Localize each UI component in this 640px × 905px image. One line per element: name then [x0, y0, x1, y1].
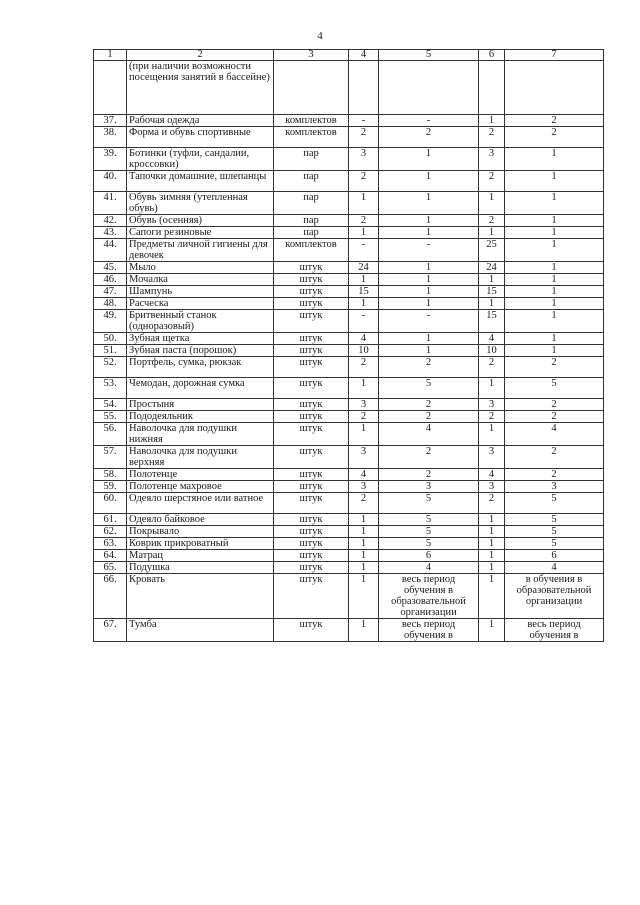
table-row	[94, 333, 604, 345]
quantity-cell: 1	[479, 538, 505, 550]
quantity-cell: 1	[349, 192, 379, 215]
row-number: 58.	[94, 469, 127, 481]
quantity-cell: 3	[479, 481, 505, 493]
quantity-cell: 1	[479, 550, 505, 562]
period-cell: 1	[505, 227, 604, 239]
period-cell: -	[379, 239, 479, 262]
item-name: Наволочка для подушки верхняя	[127, 446, 274, 469]
quantity-cell: 2	[479, 215, 505, 227]
item-name: Сапоги резиновые	[127, 227, 274, 239]
quantity-cell: 1	[479, 423, 505, 446]
period-cell: весь период обучения в образовательной организации	[379, 574, 479, 619]
quantity-cell: 25	[479, 239, 505, 262]
quantity-cell: 4	[479, 469, 505, 481]
period-cell: 1	[379, 333, 479, 345]
period-cell: 1	[379, 215, 479, 227]
quantity-cell: 10	[479, 345, 505, 357]
row-number: 63.	[94, 538, 127, 550]
unit-of-measure: штук	[274, 286, 349, 298]
item-name: Пододеяльник	[127, 411, 274, 423]
row-number	[94, 61, 127, 115]
unit-of-measure: штук	[274, 514, 349, 526]
unit-of-measure: штук	[274, 378, 349, 399]
unit-of-measure: штук	[274, 538, 349, 550]
table-row	[94, 227, 604, 239]
item-name: Зубная паста (порошок)	[127, 345, 274, 357]
row-number: 37.	[94, 115, 127, 127]
period-cell: 1	[505, 171, 604, 192]
quantity-cell: 1	[479, 192, 505, 215]
period-cell: 1	[379, 298, 479, 310]
table-row	[94, 493, 604, 514]
row-number: 40.	[94, 171, 127, 192]
quantity-cell: 15	[479, 286, 505, 298]
table-row	[94, 481, 604, 493]
period-cell: 5	[379, 526, 479, 538]
quantity-cell: 1	[349, 514, 379, 526]
quantity-cell: -	[349, 310, 379, 333]
page-number: 4	[317, 30, 323, 42]
table-row	[94, 619, 604, 642]
period-cell: в обучения в образовательной организации	[505, 574, 604, 619]
column-number: 1	[94, 50, 127, 61]
item-name: Бритвенный станок (одноразовый)	[127, 310, 274, 333]
table-row	[94, 357, 604, 378]
quantity-cell: -	[349, 239, 379, 262]
period-cell: 5	[379, 538, 479, 550]
period-cell: 1	[505, 239, 604, 262]
period-cell: 1	[505, 262, 604, 274]
table-row	[94, 298, 604, 310]
quantity-cell: 1	[349, 574, 379, 619]
table-row	[94, 574, 604, 619]
item-name: Портфель, сумка, рюкзак	[127, 357, 274, 378]
quantity-cell: 1	[479, 526, 505, 538]
period-cell: 1	[505, 148, 604, 171]
quantity-cell: 1	[479, 574, 505, 619]
quantity-cell: 1	[479, 274, 505, 286]
row-number: 52.	[94, 357, 127, 378]
quantity-cell: 2	[479, 171, 505, 192]
period-cell: весь период обучения в	[505, 619, 604, 642]
quantity-cell: 1	[479, 298, 505, 310]
period-cell: 2	[505, 115, 604, 127]
period-cell: -	[379, 115, 479, 127]
item-name: Коврик прикроватный	[127, 538, 274, 550]
period-cell: 1	[505, 298, 604, 310]
period-cell: 2	[379, 399, 479, 411]
item-name: Предметы личной гигиены для девочек	[127, 239, 274, 262]
column-number: 3	[274, 50, 349, 61]
quantity-cell: 1	[479, 378, 505, 399]
row-number: 41.	[94, 192, 127, 215]
row-number: 49.	[94, 310, 127, 333]
table-row	[94, 378, 604, 399]
item-name: Рабочая одежда	[127, 115, 274, 127]
row-number: 57.	[94, 446, 127, 469]
item-name: Зубная щетка	[127, 333, 274, 345]
quantity-cell: -	[349, 115, 379, 127]
quantity-cell: 1	[479, 562, 505, 574]
item-name: Наволочка для подушки нижняя	[127, 423, 274, 446]
period-cell: 6	[379, 550, 479, 562]
item-name: Одеяло байковое	[127, 514, 274, 526]
period-cell: 1	[505, 345, 604, 357]
item-name: Обувь (осенняя)	[127, 215, 274, 227]
unit-of-measure: штук	[274, 446, 349, 469]
row-number: 51.	[94, 345, 127, 357]
item-name: Матрац	[127, 550, 274, 562]
quantity-cell: 1	[349, 274, 379, 286]
quantity-cell: 2	[479, 493, 505, 514]
quantity-cell: 4	[349, 333, 379, 345]
table-row	[94, 514, 604, 526]
period-cell: 6	[505, 550, 604, 562]
row-number: 45.	[94, 262, 127, 274]
row-number: 46.	[94, 274, 127, 286]
quantity-cell: 4	[479, 333, 505, 345]
period-cell: 1	[505, 333, 604, 345]
unit-of-measure: штук	[274, 262, 349, 274]
unit-of-measure: пар	[274, 171, 349, 192]
unit-of-measure: штук	[274, 345, 349, 357]
item-name: Тумба	[127, 619, 274, 642]
quantity-cell: 3	[479, 399, 505, 411]
quantity-cell: 2	[349, 171, 379, 192]
item-name: Чемодан, дорожная сумка	[127, 378, 274, 399]
quantity-cell: 1	[349, 562, 379, 574]
row-number: 53.	[94, 378, 127, 399]
unit-of-measure: штук	[274, 526, 349, 538]
unit-of-measure: штук	[274, 562, 349, 574]
period-cell: 2	[505, 411, 604, 423]
item-name: Одеяло шерстяное или ватное	[127, 493, 274, 514]
period-cell	[505, 61, 604, 115]
row-number: 38.	[94, 127, 127, 148]
table-row	[94, 399, 604, 411]
row-number: 55.	[94, 411, 127, 423]
unit-of-measure: пар	[274, 227, 349, 239]
row-number: 50.	[94, 333, 127, 345]
quantity-cell: 1	[349, 526, 379, 538]
period-cell: 5	[505, 378, 604, 399]
item-name: Мочалка	[127, 274, 274, 286]
table-row	[94, 61, 604, 115]
period-cell: 1	[379, 345, 479, 357]
column-number-row	[94, 50, 604, 61]
unit-of-measure: комплектов	[274, 127, 349, 148]
unit-of-measure: комплектов	[274, 115, 349, 127]
quantity-cell: 3	[479, 446, 505, 469]
unit-of-measure: штук	[274, 298, 349, 310]
item-name: (при наличии возможности посещения занятий в бассейне)	[127, 61, 274, 115]
period-cell: -	[379, 310, 479, 333]
period-cell: 2	[379, 411, 479, 423]
quantity-cell: 1	[349, 619, 379, 642]
unit-of-measure: пар	[274, 148, 349, 171]
table-row	[94, 171, 604, 192]
quantity-cell: 1	[349, 378, 379, 399]
unit-of-measure: штук	[274, 423, 349, 446]
period-cell: 5	[505, 493, 604, 514]
item-name: Простыня	[127, 399, 274, 411]
quantity-cell: 2	[349, 411, 379, 423]
period-cell: 5	[379, 514, 479, 526]
column-number: 4	[349, 50, 379, 61]
quantity-cell: 1	[479, 514, 505, 526]
quantity-cell: 15	[349, 286, 379, 298]
quantity-cell: 1	[479, 619, 505, 642]
period-cell: 2	[505, 399, 604, 411]
period-cell: 2	[379, 446, 479, 469]
quantity-cell: 1	[349, 298, 379, 310]
quantity-cell: 3	[479, 148, 505, 171]
period-cell: 5	[379, 378, 479, 399]
table-row	[94, 127, 604, 148]
row-number: 67.	[94, 619, 127, 642]
period-cell: 5	[505, 514, 604, 526]
period-cell: 4	[505, 423, 604, 446]
period-cell: 4	[505, 562, 604, 574]
quantity-cell: 2	[349, 357, 379, 378]
period-cell: 2	[379, 127, 479, 148]
table-row	[94, 345, 604, 357]
period-cell: 2	[505, 469, 604, 481]
quantity-cell: 3	[349, 446, 379, 469]
period-cell: 2	[505, 446, 604, 469]
row-number: 59.	[94, 481, 127, 493]
table-row	[94, 446, 604, 469]
unit-of-measure	[274, 61, 349, 115]
table-row	[94, 262, 604, 274]
table-row	[94, 192, 604, 215]
item-name: Шампунь	[127, 286, 274, 298]
period-cell: 2	[379, 357, 479, 378]
column-number: 6	[479, 50, 505, 61]
period-cell: 1	[505, 274, 604, 286]
period-cell: 4	[379, 562, 479, 574]
item-name: Полотенце махровое	[127, 481, 274, 493]
unit-of-measure: штук	[274, 399, 349, 411]
period-cell: 5	[505, 538, 604, 550]
table-row	[94, 115, 604, 127]
quantity-cell: 24	[479, 262, 505, 274]
row-number: 43.	[94, 227, 127, 239]
quantity-cell: 1	[479, 227, 505, 239]
quantity-cell: 2	[349, 493, 379, 514]
quantity-cell: 3	[349, 481, 379, 493]
quantity-cell: 24	[349, 262, 379, 274]
unit-of-measure: штук	[274, 333, 349, 345]
item-name: Покрывало	[127, 526, 274, 538]
unit-of-measure: штук	[274, 310, 349, 333]
period-cell: 1	[505, 215, 604, 227]
table-row	[94, 148, 604, 171]
column-number: 2	[127, 50, 274, 61]
period-cell: 1	[379, 192, 479, 215]
item-name: Тапочки домашние, шлепанцы	[127, 171, 274, 192]
row-number: 66.	[94, 574, 127, 619]
period-cell: 1	[505, 310, 604, 333]
period-cell: 5	[505, 526, 604, 538]
table-row	[94, 215, 604, 227]
row-number: 64.	[94, 550, 127, 562]
period-cell: 1	[379, 148, 479, 171]
quantity-cell: 1	[349, 538, 379, 550]
period-cell: 2	[379, 469, 479, 481]
period-cell: 4	[379, 423, 479, 446]
period-cell: 1	[379, 262, 479, 274]
row-number: 47.	[94, 286, 127, 298]
quantity-cell: 3	[349, 399, 379, 411]
quantity-cell: 2	[349, 127, 379, 148]
table-row	[94, 550, 604, 562]
row-number: 65.	[94, 562, 127, 574]
unit-of-measure: штук	[274, 493, 349, 514]
unit-of-measure: штук	[274, 481, 349, 493]
unit-of-measure: пар	[274, 215, 349, 227]
quantity-cell: 2	[479, 127, 505, 148]
unit-of-measure: штук	[274, 357, 349, 378]
quantity-cell: 1	[349, 227, 379, 239]
table-row	[94, 286, 604, 298]
row-number: 60.	[94, 493, 127, 514]
item-name: Обувь зимняя (утепленная обувь)	[127, 192, 274, 215]
unit-of-measure: штук	[274, 411, 349, 423]
period-cell: 1	[505, 286, 604, 298]
period-cell: 1	[379, 171, 479, 192]
unit-of-measure: штук	[274, 550, 349, 562]
table-row	[94, 411, 604, 423]
table-row	[94, 310, 604, 333]
period-cell: 3	[505, 481, 604, 493]
quantity-cell: 1	[479, 115, 505, 127]
period-cell: 1	[505, 192, 604, 215]
table-row	[94, 469, 604, 481]
unit-of-measure: пар	[274, 192, 349, 215]
unit-of-measure: штук	[274, 274, 349, 286]
supply-norms-table	[93, 49, 604, 642]
quantity-cell: 10	[349, 345, 379, 357]
period-cell: 3	[379, 481, 479, 493]
unit-of-measure: штук	[274, 574, 349, 619]
quantity-cell	[349, 61, 379, 115]
period-cell: 2	[505, 357, 604, 378]
table-row	[94, 526, 604, 538]
period-cell: весь период обучения в	[379, 619, 479, 642]
unit-of-measure: комплектов	[274, 239, 349, 262]
row-number: 48.	[94, 298, 127, 310]
item-name: Кровать	[127, 574, 274, 619]
unit-of-measure: штук	[274, 619, 349, 642]
column-number: 5	[379, 50, 479, 61]
period-cell: 1	[379, 274, 479, 286]
table-row	[94, 538, 604, 550]
quantity-cell: 4	[349, 469, 379, 481]
quantity-cell: 2	[479, 411, 505, 423]
unit-of-measure: штук	[274, 469, 349, 481]
item-name: Форма и обувь спортивные	[127, 127, 274, 148]
item-name: Мыло	[127, 262, 274, 274]
row-number: 44.	[94, 239, 127, 262]
period-cell: 5	[379, 493, 479, 514]
period-cell: 2	[505, 127, 604, 148]
period-cell	[379, 61, 479, 115]
table-row	[94, 274, 604, 286]
table-row	[94, 239, 604, 262]
period-cell: 1	[379, 227, 479, 239]
quantity-cell: 2	[349, 215, 379, 227]
quantity-cell: 3	[349, 148, 379, 171]
period-cell: 1	[379, 286, 479, 298]
row-number: 61.	[94, 514, 127, 526]
item-name: Полотенце	[127, 469, 274, 481]
quantity-cell	[479, 61, 505, 115]
table-row	[94, 562, 604, 574]
row-number: 54.	[94, 399, 127, 411]
row-number: 56.	[94, 423, 127, 446]
item-name: Подушка	[127, 562, 274, 574]
table-row	[94, 423, 604, 446]
quantity-cell: 1	[349, 423, 379, 446]
row-number: 39.	[94, 148, 127, 171]
item-name: Ботинки (туфли, сандалии, кроссовки)	[127, 148, 274, 171]
column-number: 7	[505, 50, 604, 61]
quantity-cell: 2	[479, 357, 505, 378]
item-name: Расческа	[127, 298, 274, 310]
quantity-cell: 15	[479, 310, 505, 333]
row-number: 42.	[94, 215, 127, 227]
row-number: 62.	[94, 526, 127, 538]
quantity-cell: 1	[349, 550, 379, 562]
